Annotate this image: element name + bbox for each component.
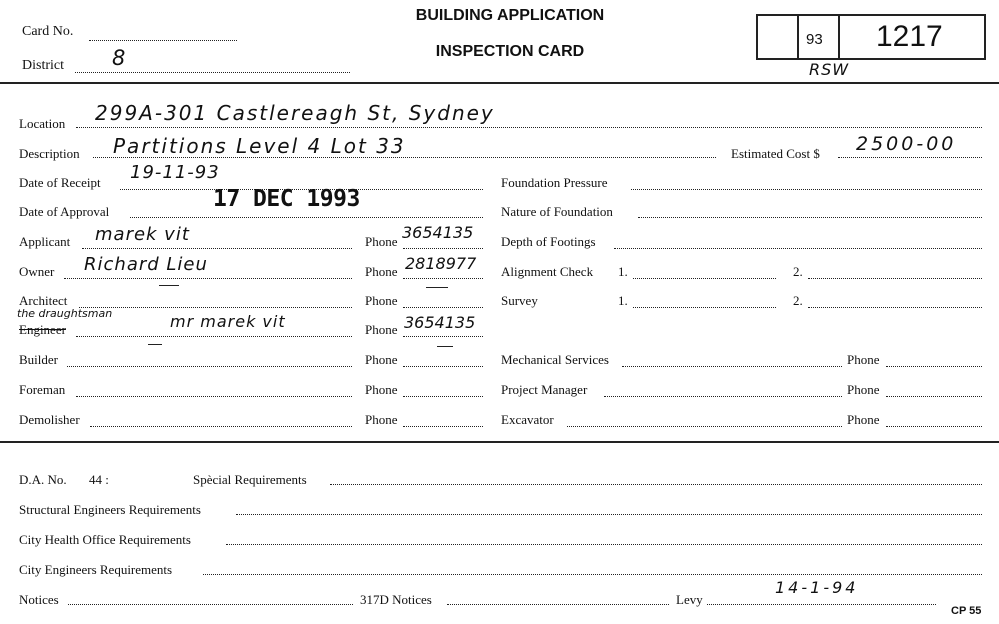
builder-phone-line: [403, 366, 483, 367]
survey-num-1: 1.: [618, 293, 628, 308]
date-approval-stamp: 17 DEC 1993: [213, 186, 360, 212]
form-code: CP 55: [951, 605, 982, 617]
demolisher-phone-label: Phone: [365, 412, 398, 427]
estimated-cost-label: Estimated Cost $: [731, 146, 820, 161]
demolisher-label: Demolisher: [19, 412, 80, 427]
project-manager-phone-line: [886, 396, 982, 397]
engineer-phone-label: Phone: [365, 322, 398, 337]
notices-label: Notices: [19, 592, 59, 607]
foundation-pressure-line: [631, 189, 982, 190]
foreman-phone-label: Phone: [365, 382, 398, 397]
owner-value: Richard Lieu: [84, 254, 208, 275]
owner-label: Owner: [19, 264, 55, 279]
survey-line-2: [808, 307, 982, 308]
project-manager-label: Project Manager: [501, 382, 588, 397]
district-line: [75, 72, 350, 73]
da-no-label: D.A. No.: [19, 472, 67, 487]
survey-label: Survey: [501, 293, 538, 308]
box-divider-1: [797, 14, 799, 60]
architect-label: Architect: [19, 293, 68, 308]
engineer-line: [76, 336, 352, 337]
date-receipt-value: 19-11-93: [130, 162, 220, 183]
mechanical-phone-line: [886, 366, 982, 367]
applicant-phone-label: Phone: [365, 234, 398, 249]
alignment-check-label: Alignment Check: [501, 264, 594, 279]
estimated-cost-value: 2500-00: [856, 133, 957, 155]
location-line: [76, 127, 982, 128]
district-value: 8: [112, 46, 127, 70]
card-no-line: [89, 40, 237, 41]
owner-phone-value: 2818977: [405, 254, 477, 273]
architect-line: [79, 307, 352, 308]
city-engineers-line: [203, 574, 982, 575]
engineer-phone-value: 3654135: [404, 313, 476, 332]
project-manager-phone-label: Phone: [847, 382, 880, 397]
builder-phone-dash: [437, 346, 453, 347]
applicant-label: Applicant: [19, 234, 71, 249]
mechanical-phone-label: Phone: [847, 352, 880, 367]
architect-dash: [159, 285, 179, 286]
mechanical-label: Mechanical Services: [501, 352, 609, 367]
demolisher-line: [90, 426, 352, 427]
levy-label: Levy: [676, 592, 703, 607]
levy-value: 14-1-94: [775, 578, 859, 597]
depth-footings-label: Depth of Footings: [501, 234, 596, 249]
date-receipt-label: Date of Receipt: [19, 175, 101, 190]
special-requirements-label: Spècial Requirements: [193, 472, 307, 487]
estimated-cost-line: [838, 157, 982, 158]
levy-line: [707, 604, 936, 605]
structural-label: Structural Engineers Requirements: [19, 502, 201, 517]
alignment-line-2: [808, 278, 982, 279]
depth-footings-line: [614, 248, 982, 249]
card-no-label: Card No.: [22, 24, 74, 39]
title-line-2: INSPECTION CARD: [435, 43, 585, 60]
special-requirements-line: [330, 484, 982, 485]
alignment-num-1: 1.: [618, 264, 628, 279]
nature-foundation-line: [638, 217, 982, 218]
builder-label: Builder: [19, 352, 58, 367]
mechanical-line: [622, 366, 842, 367]
owner-line: [64, 278, 352, 279]
engineer-label: Engineer: [19, 322, 66, 337]
architect-phone-dash: [426, 287, 448, 288]
applicant-phone-line: [403, 248, 483, 249]
location-label: Location: [19, 116, 66, 131]
foreman-phone-line: [403, 396, 483, 397]
description-value: Partitions Level 4 Lot 33: [113, 134, 406, 158]
project-manager-line: [604, 396, 842, 397]
survey-line-1: [633, 307, 776, 308]
owner-phone-label: Phone: [365, 264, 398, 279]
architect-phone-line: [403, 307, 483, 308]
title-line-1: BUILDING APPLICATION: [415, 7, 605, 24]
engineer-note: the draughtsman: [17, 307, 113, 320]
owner-phone-line: [403, 278, 483, 279]
notices-line: [68, 604, 353, 605]
city-health-line: [226, 544, 982, 545]
survey-num-2: 2.: [793, 293, 803, 308]
box-number: 1217: [876, 20, 943, 53]
engineer-dash: [148, 344, 162, 345]
builder-phone-label: Phone: [365, 352, 398, 367]
date-approval-line: [130, 217, 483, 218]
excavator-line: [567, 426, 842, 427]
box-year: 93: [806, 31, 823, 48]
applicant-line: [82, 248, 352, 249]
applicant-phone-value: 3654135: [402, 223, 474, 242]
card-number-box: [756, 14, 986, 60]
header-rule: [0, 82, 999, 84]
notices-317d-label: 317D Notices: [360, 592, 432, 607]
applicant-value: marek vit: [95, 224, 190, 245]
da-no-value: 44 :: [89, 472, 109, 487]
excavator-phone-line: [886, 426, 982, 427]
foundation-pressure-label: Foundation Pressure: [501, 175, 608, 190]
city-health-label: City Health Office Requirements: [19, 532, 191, 547]
alignment-num-2: 2.: [793, 264, 803, 279]
demolisher-phone-line: [403, 426, 483, 427]
box-divider-2: [838, 14, 840, 60]
excavator-phone-label: Phone: [847, 412, 880, 427]
notices-317d-line: [447, 604, 669, 605]
location-value: 299A-301 Castlereagh St, Sydney: [95, 101, 495, 125]
excavator-label: Excavator: [501, 412, 554, 427]
alignment-line-1: [633, 278, 776, 279]
engineer-phone-line: [403, 336, 483, 337]
middle-rule: [0, 441, 999, 443]
foreman-label: Foreman: [19, 382, 66, 397]
foreman-line: [76, 396, 352, 397]
builder-line: [67, 366, 352, 367]
date-approval-label: Date of Approval: [19, 204, 110, 219]
nature-foundation-label: Nature of Foundation: [501, 204, 613, 219]
city-engineers-label: City Engineers Requirements: [19, 562, 173, 577]
structural-line: [236, 514, 982, 515]
initials: RSW: [809, 60, 850, 79]
description-label: Description: [19, 146, 80, 161]
architect-phone-label: Phone: [365, 293, 398, 308]
district-label: District: [22, 58, 64, 73]
engineer-value: mr marek vit: [170, 312, 286, 331]
